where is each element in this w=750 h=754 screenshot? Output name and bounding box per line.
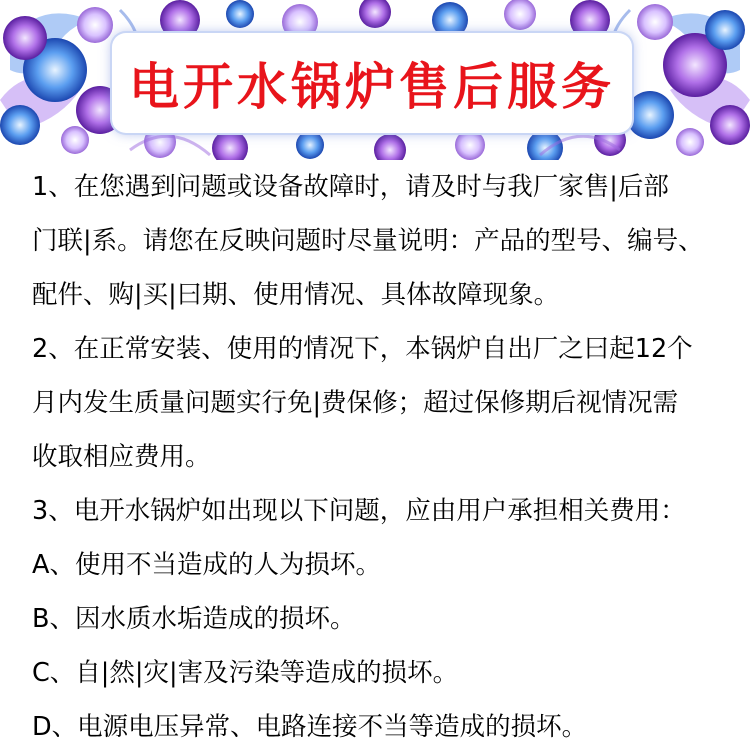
page-title: 电开水锅炉售后服务 — [129, 57, 615, 116]
floral-banner — [0, 0, 750, 160]
text-line: 3、电开水锅炉如出现以下问题，应由用户承担相关费用： — [32, 496, 686, 526]
text-line: D、电源电压异常、电路连接不当等造成的损坏。 — [32, 712, 588, 742]
text-line: 配件、购|买|曰期、使用情况、具体故障现象。 — [32, 280, 560, 310]
text-line: C、自|然|灾|害及污染等造成的损坏。 — [32, 658, 459, 688]
text-line: 月内发生质量问题实行免|费保修；超过保修期后视情况需 — [32, 388, 679, 418]
text-line: 门联|系。请您在反映问题时尽量说明：产品的型号、编号、 — [32, 226, 704, 256]
text-line: 2、在正常安装、使用的情况下，本锅炉自出厂之曰起12个 — [32, 334, 693, 364]
service-terms — [32, 160, 737, 754]
text-line: A、使用不当造成的人为损坏。 — [32, 550, 381, 580]
text-line: B、因水质水垢造成的损坏。 — [32, 604, 356, 634]
text-line: 1、在您遇到问题或设备故障时，请及时与我厂家售|后部 — [32, 172, 669, 202]
title-box — [112, 33, 632, 133]
text-line: 收取相应费用。 — [32, 442, 211, 472]
